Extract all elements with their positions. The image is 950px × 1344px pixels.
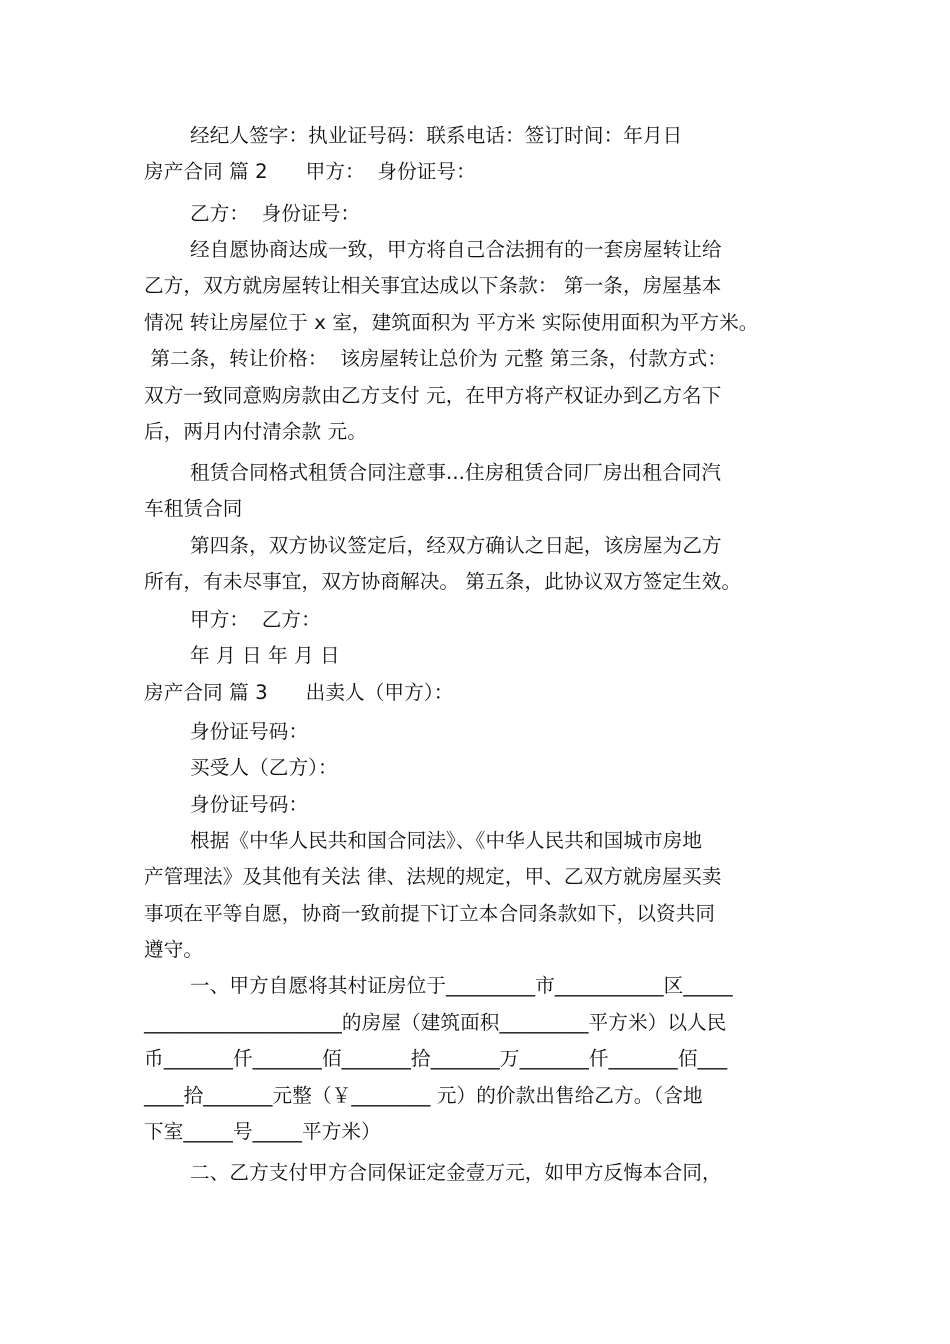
contract-3-heading: 房产合同 篇 3 出卖人（甲方）： — [144, 681, 454, 704]
clause-line: ____拾_______元整（￥________ 元）的价款出售给乙方。（含地 — [144, 1084, 703, 1107]
clause-line: 币_______仟_______佰_______拾_______万_______仟_______佰___ — [144, 1047, 728, 1070]
paragraph-line: 情况 转让房屋位于 x 室，建筑面积为 平方米 实际使用面积为平方米。 — [144, 311, 759, 334]
paragraph-line: 根据《中华人民共和国合同法》、《中华人民共和国城市房地 — [190, 829, 703, 852]
field-line: 身份证号码： — [190, 720, 309, 743]
paragraph-line: 产管理法》及其他有关法 律、法规的规定，甲、乙双方就房屋买卖 — [144, 865, 722, 888]
clause-line: ____________________的房屋（建筑面积_________平方米）以人民 — [144, 1011, 727, 1034]
paragraph-line: 第二条，转让价格： 该房屋转让总价为 元整 第三条，付款方式： — [144, 347, 728, 370]
paragraph-line: 遵守。 — [144, 938, 204, 961]
related-links-line: 租赁合同格式租赁合同注意事...住房租赁合同厂房出租合同汽 — [190, 461, 722, 484]
paragraph-line: 乙方，双方就房屋转让相关事宜达成以下条款： 第一条，房屋基本 — [144, 274, 722, 297]
party-b-line: 乙方： 身份证号： — [190, 202, 361, 225]
clause-line: 二、乙方支付甲方合同保证定金壹万元，如甲方反悔本合同， — [190, 1161, 722, 1184]
paragraph-line: 所有，有未尽事宜，双方协商解决。 第五条，此协议双方签定生效。 — [144, 570, 742, 593]
paragraph-line: 双方一致同意购房款由乙方支付 元，在甲方将产权证办到乙方名下 — [144, 384, 722, 407]
signature-parties-line: 甲方： 乙方： — [190, 608, 321, 631]
paragraph-line: 后，两月内付清余款 元。 — [144, 420, 367, 443]
related-links-line: 车租赁合同 — [144, 497, 243, 520]
paragraph-line: 经自愿协商达成一致，甲方将自己合法拥有的一套房屋转让给 — [190, 238, 722, 261]
field-line: 买受人（乙方）： — [190, 756, 338, 779]
date-line: 年 月 日 年 月 日 — [190, 644, 340, 667]
signature-line: 经纪人签字：执业证号码：联系电话：签订时间：年月日 — [190, 124, 683, 147]
contract-2-heading: 房产合同 篇 2 甲方： 身份证号： — [144, 160, 476, 183]
paragraph-line: 第四条，双方协议签定后，经双方确认之日起，该房屋为乙方 — [190, 534, 722, 557]
paragraph-line: 事项在平等自愿，协商一致前提下订立本合同条款如下，以资共同 — [144, 902, 716, 925]
clause-line: 下室_____号_____平方米） — [144, 1120, 381, 1143]
field-line: 身份证号码： — [190, 793, 309, 816]
clause-line: 一、甲方自愿将其村证房位于_________市___________区_____ — [190, 974, 733, 997]
